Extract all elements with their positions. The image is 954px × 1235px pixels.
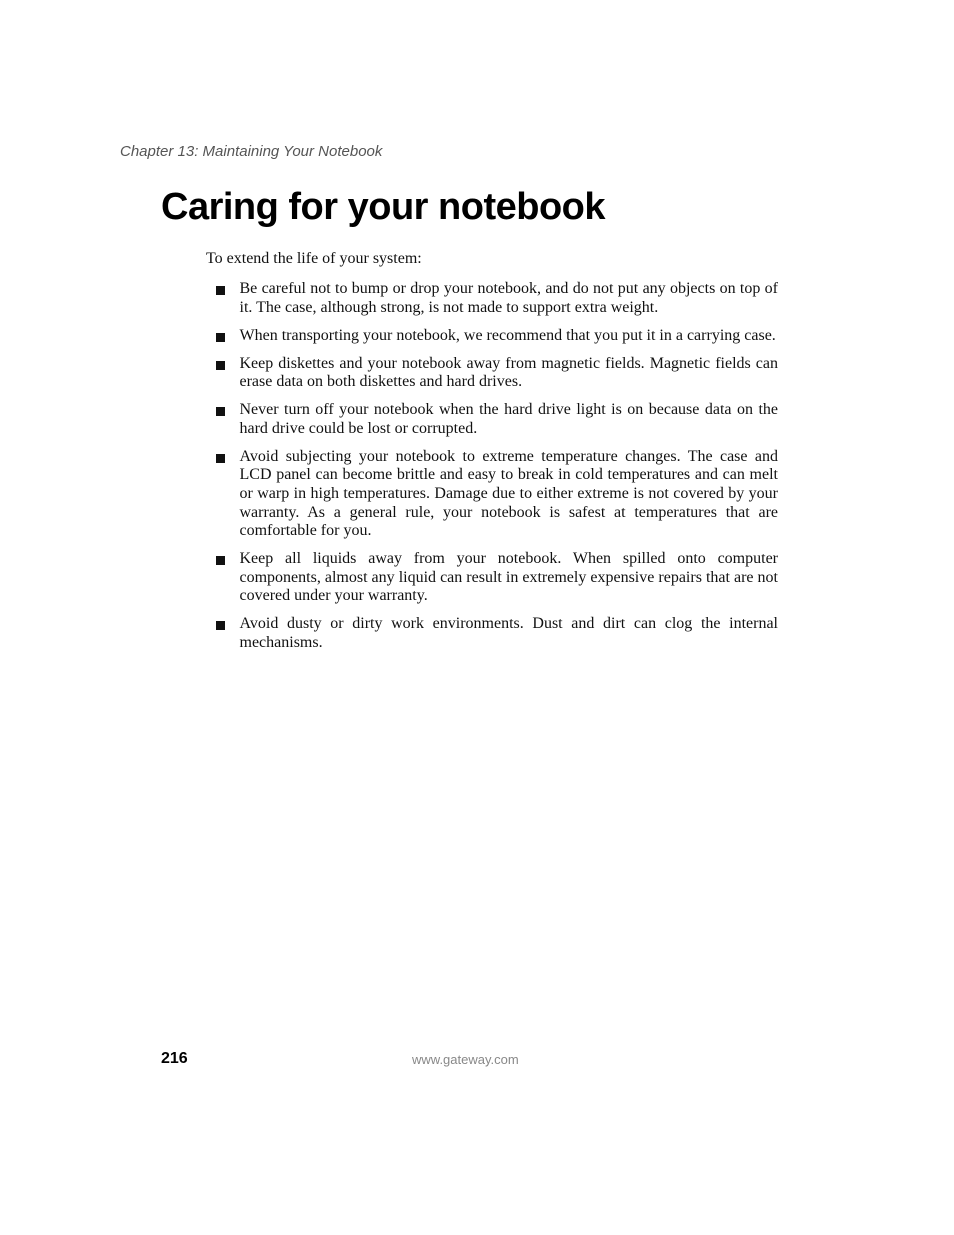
- running-header: Chapter 13: Maintaining Your Notebook: [120, 143, 383, 160]
- list-item: [216, 401, 778, 438]
- list-item: [216, 448, 778, 541]
- square-bullet-icon: [216, 286, 225, 295]
- list-item: [216, 355, 778, 392]
- footer-url: www.gateway.com: [412, 1052, 519, 1067]
- list-item-text: Avoid subjecting your notebook to extreme temperature changes. The case and LCD panel can become brittle and easy to break in cold temperatures and can melt or warp in high temperatures. Damage due to either extreme is not covered by your warranty. As a general rule, your notebook is safest at temperatures that are comfortable for you.: [239, 447, 778, 540]
- page-number: 216: [161, 1050, 188, 1067]
- list-item-text: Be careful not to bump or drop your notebook, and do not put any objects on top of it. The case, although strong, is not made to support extra weight.: [239, 280, 778, 316]
- square-bullet-icon: [216, 556, 225, 565]
- page-title: Caring for your notebook: [161, 186, 605, 228]
- square-bullet-icon: [216, 621, 225, 630]
- list-item-text: Keep diskettes and your notebook away from magnetic fields. Magnetic fields can erase data on both diskettes and hard drives.: [239, 354, 778, 391]
- list-item: [216, 550, 778, 606]
- intro-text: To extend the life of your system:: [206, 250, 422, 267]
- list-item: [216, 327, 778, 346]
- list-item-text: When transporting your notebook, we recommend that you put it in a carrying case.: [239, 326, 776, 344]
- list-item-text: Never turn off your notebook when the hard drive light is on because data on the hard drive could be lost or corrupted.: [239, 401, 778, 437]
- list-item-text: Keep all liquids away from your notebook. When spilled onto computer components, almost any liquid can result in extremely expensive repairs that are not covered under your warranty.: [239, 550, 778, 605]
- square-bullet-icon: [216, 454, 225, 463]
- square-bullet-icon: [216, 361, 225, 370]
- square-bullet-icon: [216, 333, 225, 342]
- list-item: [216, 615, 778, 652]
- square-bullet-icon: [216, 407, 225, 416]
- care-tips-list: [216, 280, 778, 662]
- list-item-text: Avoid dusty or dirty work environments. Dust and dirt can clog the internal mechanisms.: [239, 615, 778, 651]
- list-item: [216, 280, 778, 317]
